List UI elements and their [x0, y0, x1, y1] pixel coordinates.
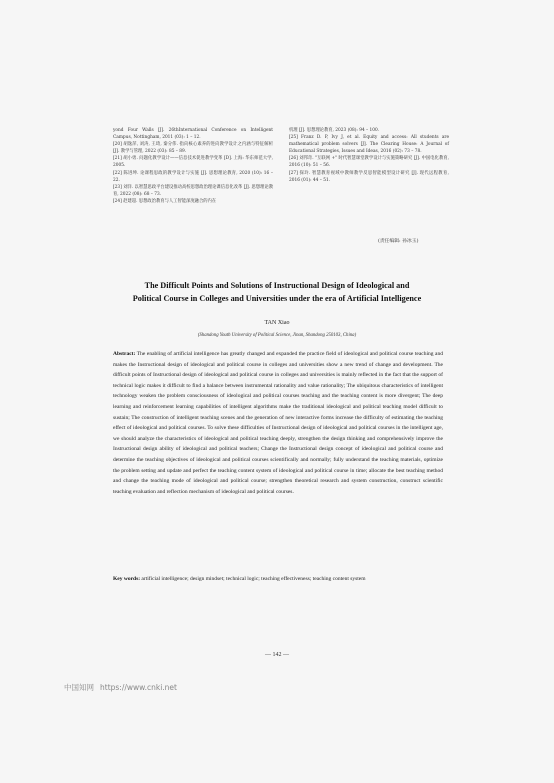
author-affiliation: (Shandong Youth University of Political Science, Jinan, Shandong 250103, China) [197, 333, 357, 338]
cnki-logo-text: 中国知网 [64, 683, 94, 692]
cnki-watermark [64, 682, 177, 693]
reference-entry: [24] 赵建超. 思想政治教育与人工智能深度融合的内在 [113, 198, 217, 204]
cnki-url: https://www.cnki.net [100, 683, 177, 692]
reference-entry: [27] 探玲. 智慧教育视域中教师教学反思智能模型设计研究 [J]. 现代远程教育, 2016 (01): 44 – 51. [289, 170, 449, 183]
title-line-2: Political Course in Colleges and Universities under the era of Artificial Intelligence [132, 294, 422, 303]
article-title [100, 279, 454, 305]
reference-entry: [21] 胡小勇. 问题化教学设计——信息技术促进教学变革 [D]. 上海: 华东师范大学, 2005. [113, 156, 273, 169]
references-right-column [289, 127, 449, 184]
reference-entry: [22] 陈进坤. 论课程思政的教学设计与实施 [J]. 思想理论教育, 2020 (10): 16 – 22. [113, 170, 273, 183]
abstract-text: The enabling of artificial intelligence has greatly changed and expanded the practice field of ideological and political course teaching and makes the Instructional design of ideological and political course in colleges and universities show a new trend of change and development. The difficult points of Instructional design of ideological and political course in colleges and universities is mainly reflected in the fact that the support of technical logic makes it difficult to find a balance between instrumental rationality and value rationality; The ubiquitous characteristics of intelligent technology weaken the problem consciousness of ideological and political courses teaching and the teaching content is more divergent; The deep learning and reinforcement learning capabilities of intelligent algorithms make the traditional ideological and political teaching model difficult to sustain; The construction of intelligent teaching scenes and the generation of new interactive forms increase the difficulty of estimating the teaching effect of ideological and political courses. To solve these difficulties of Instructional design of ideological and political courses in the intelligent age, we should analyze the characteristics of ideological and political teaching deeply, strengthen the design thinking and comprehensively improve the Instructional design ability of ideological and political teachers; Change the Instructional design concept of ideological and political course and determine the teaching objectives of ideological and political courses scientifically and normally; fully understand the teaching materials, optimize the problem setting and update and perfect the teaching content system of ideological and political course in time; allocate the best teaching method and change the teaching mode of ideological and political course; strengthen theoretical research and system construction, construct scientific teaching evaluation and reflection mechanism of ideological and political courses. [113, 351, 443, 495]
responsible-editor-note: (责任编辑: 孙冰玉) [378, 239, 419, 244]
reference-entry: [26] 刘邦奇. "互联网 +" 时代智慧课堂教学设计与实施策略研究 [J]. 中国电化教育, 2016 (10): 51 – 56. [289, 156, 449, 169]
abstract-label: Abstract: [113, 351, 136, 357]
keywords-text: artificial intelligence; design mindset; technical logic; teaching effectiveness; teaching content system [140, 576, 366, 582]
reference-entry: [23] 刘洋. 以智慧思政平台建设推动高校思想政治理论课信息化改革 [J]. 思想理论教育, 2022 (08): 68 – 73. [113, 184, 273, 197]
keywords-label: Key words: [113, 576, 141, 582]
title-line-1: The Difficult Points and Solutions of Instructional Design of Ideological and [144, 281, 410, 290]
reference-entry: 机理 [J]. 思想理论教育, 2023 (08): 94 – 100. [289, 128, 380, 133]
keywords-paragraph [113, 574, 443, 585]
reference-entry: [20] 胡逸萍, 刘涛, 王琦, 秦分伟. 指向核心素养的进向教学设计之内涵与特征解析 [J]. 教学与管理, 2022 (03): 85 – 89. [113, 142, 273, 155]
reference-entry: [25] Franz D. P, Ivy J, et al. Equity and access: All students are mathematical problem solvers [J]. The Clearing House: A Journal of Educational Strategies, Issues and Ideas, 2016 (02): 73 – 78. [289, 135, 449, 155]
author-name: TAN Xiao [264, 320, 290, 326]
page-number: — 142 — [265, 652, 289, 658]
abstract-paragraph [113, 349, 443, 497]
references-left-column [113, 127, 273, 205]
reference-entry: yond Four Walls [J]. 26thInternational Conference on Intelligent Campus, Nottingham, 2011 (03): 1 – 12. [113, 128, 273, 141]
